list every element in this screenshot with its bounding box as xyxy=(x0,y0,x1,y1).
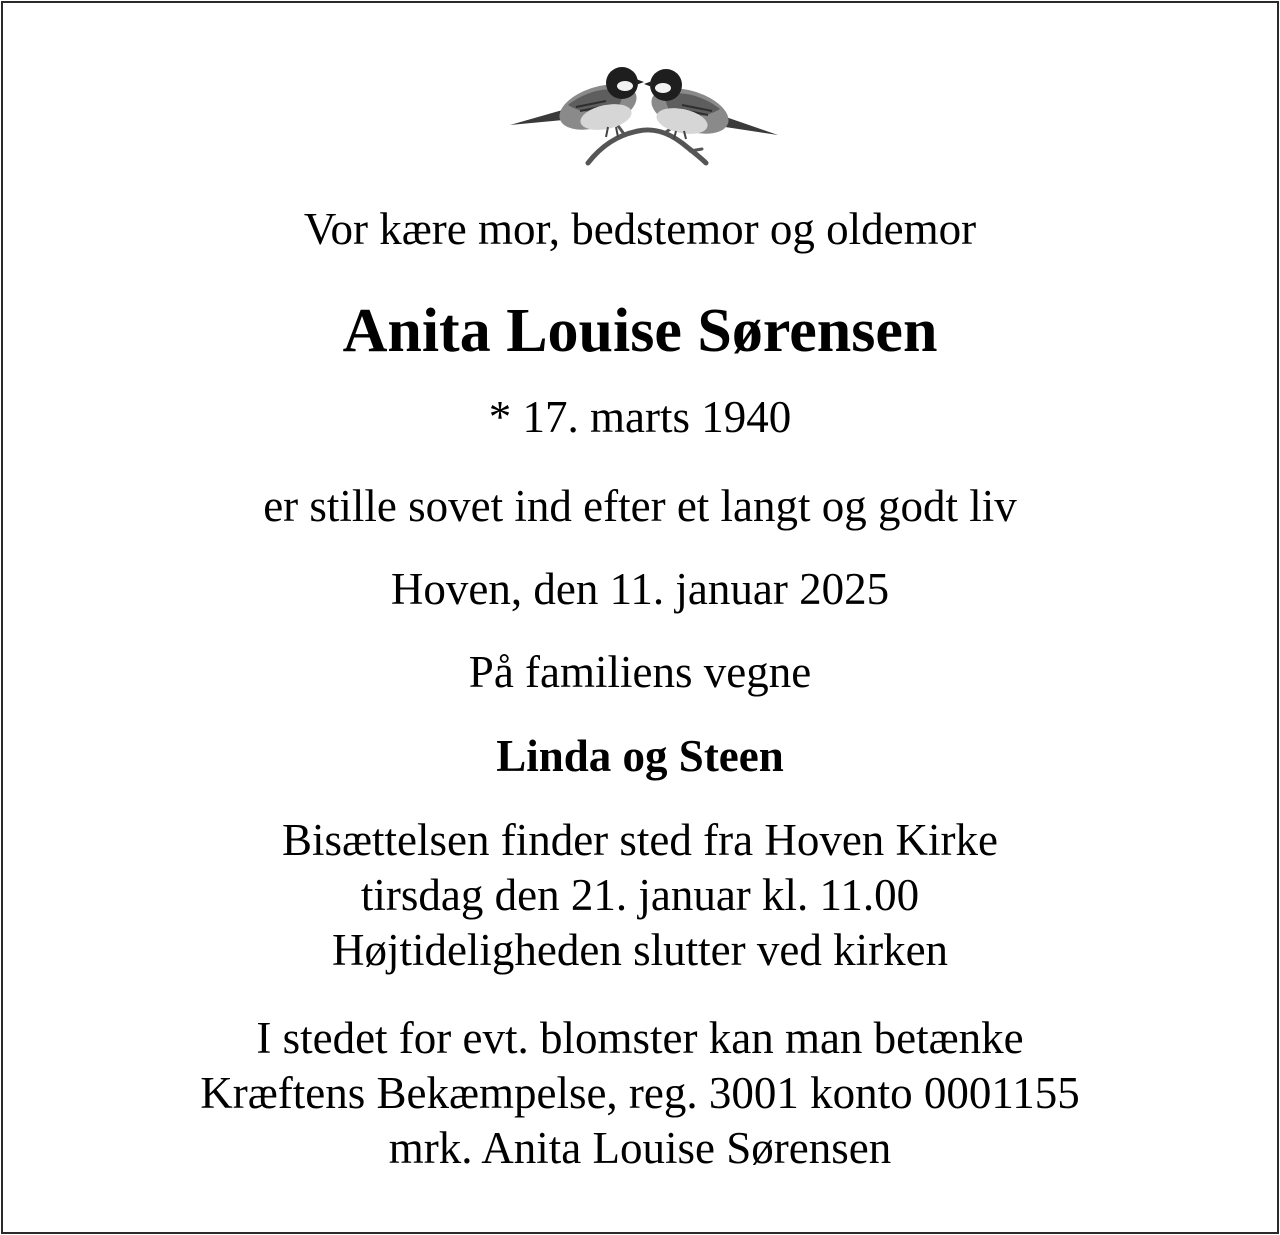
donation-line: mrk. Anita Louise Sørensen xyxy=(388,1123,892,1173)
intro-text: Vor kære mor, bedstemor og oldemor xyxy=(303,204,977,254)
place-and-date: Hoven, den 11. januar 2025 xyxy=(390,564,890,614)
passing-text: er stille sovet ind efter et langt og godt liv xyxy=(263,481,1017,531)
two-birds-on-branch-icon xyxy=(506,65,782,169)
donation-line: Kræftens Bekæmpelse, reg. 3001 konto 0001155 xyxy=(200,1068,1080,1118)
obituary-notice xyxy=(1,1,1279,1234)
funeral-line: Bisættelsen finder sted fra Hoven Kirke xyxy=(281,815,999,865)
funeral-details xyxy=(3,813,1277,978)
donation-details xyxy=(3,1011,1277,1176)
deceased-name: Anita Louise Sørensen xyxy=(342,297,938,365)
donation-line: I stedet for evt. blomster kan man betænke xyxy=(256,1013,1024,1063)
on-behalf-text: På familiens vegne xyxy=(468,647,812,697)
signers-names: Linda og Steen xyxy=(496,731,784,781)
birth-date: * 17. marts 1940 xyxy=(488,392,792,442)
funeral-line: tirsdag den 21. januar kl. 11.00 xyxy=(360,870,920,920)
funeral-line: Højtideligheden slutter ved kirken xyxy=(331,925,949,975)
